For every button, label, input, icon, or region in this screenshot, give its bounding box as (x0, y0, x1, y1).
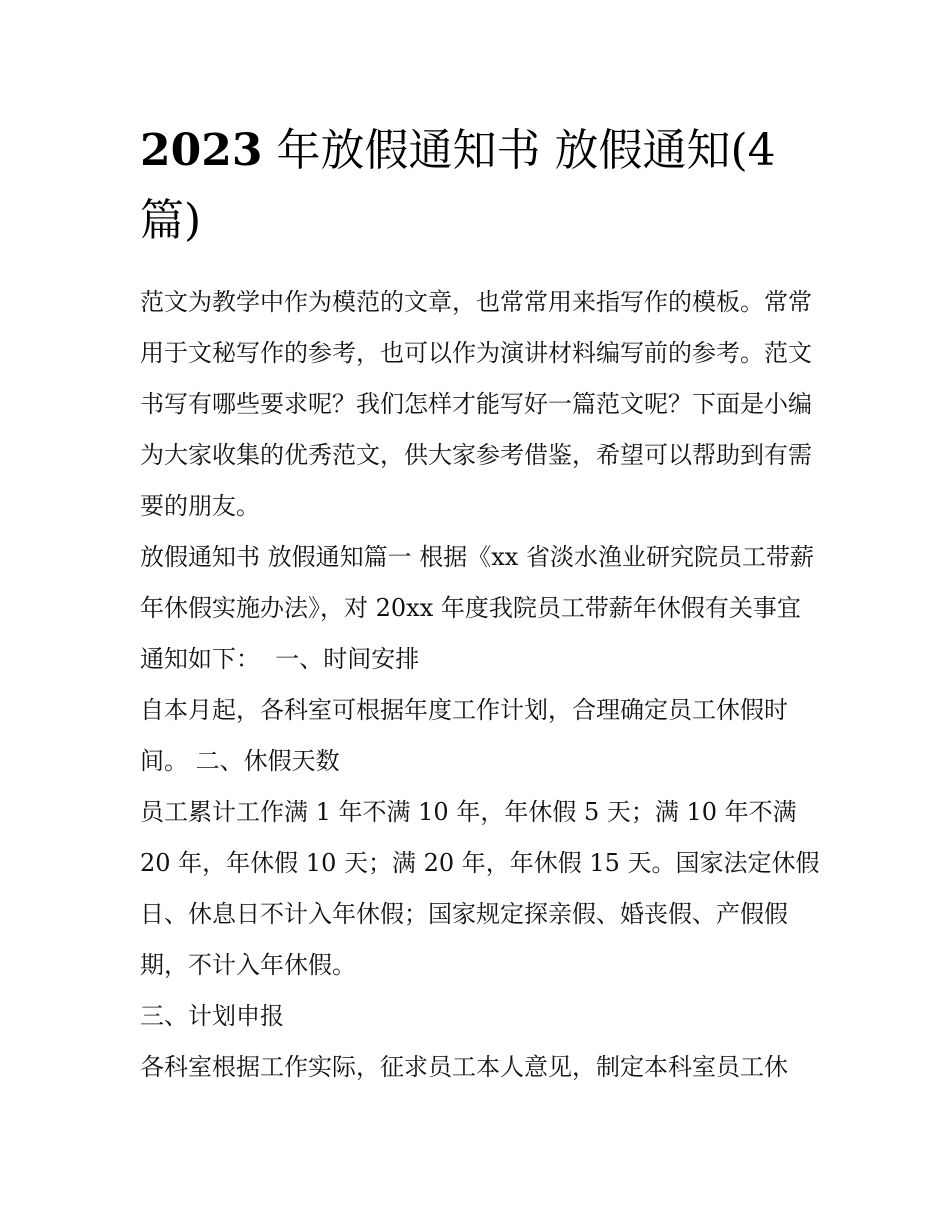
title-year: 2023 (140, 125, 263, 176)
title-text: 年放假通知书 放假通知(4篇) (140, 125, 776, 246)
leave-days-paragraph: 员工累计工作满 1 年不满 10 年，年休假 5 天；满 10 年不满 20 年，年休假 10 天；满 20 年，年休假 15 天。国家法定休假日、休息日不计入年休假；国家规定探亲假、婚丧假、产假假期，不计入年休假。 (140, 798, 820, 979)
plan-report-paragraph: 各科室根据工作实际，征求员工本人意见，制定本科室员工休 (140, 1053, 788, 1081)
intro-paragraph: 范文为教学中作为模范的文章，也常常用来指写作的模板。常常用于文秘写作的参考，也可以作为演讲材料编写前的参考。范文书写有哪些要求呢？我们怎样才能写好一篇范文呢？下面是小编为大家收集的优秀范文，供大家参考借鉴，希望可以帮助到有需要的朋友。 (140, 288, 812, 520)
notice-paragraph: 放假通知书 放假通知篇一 根据《xx 省淡水渔业研究院员工带薪年休假实施办法》，对 20xx 年度我院员工带薪年休假有关事宜通知如下： 一、时间安排 (140, 543, 814, 673)
document-title (140, 116, 820, 256)
time-arrangement-paragraph: 自本月起，各科室可根据年度工作计划，合理确定员工休假时间。 二、休假天数 (140, 696, 788, 775)
document-body (140, 277, 820, 1093)
plan-report-heading: 三、计划申报 (140, 1002, 284, 1030)
